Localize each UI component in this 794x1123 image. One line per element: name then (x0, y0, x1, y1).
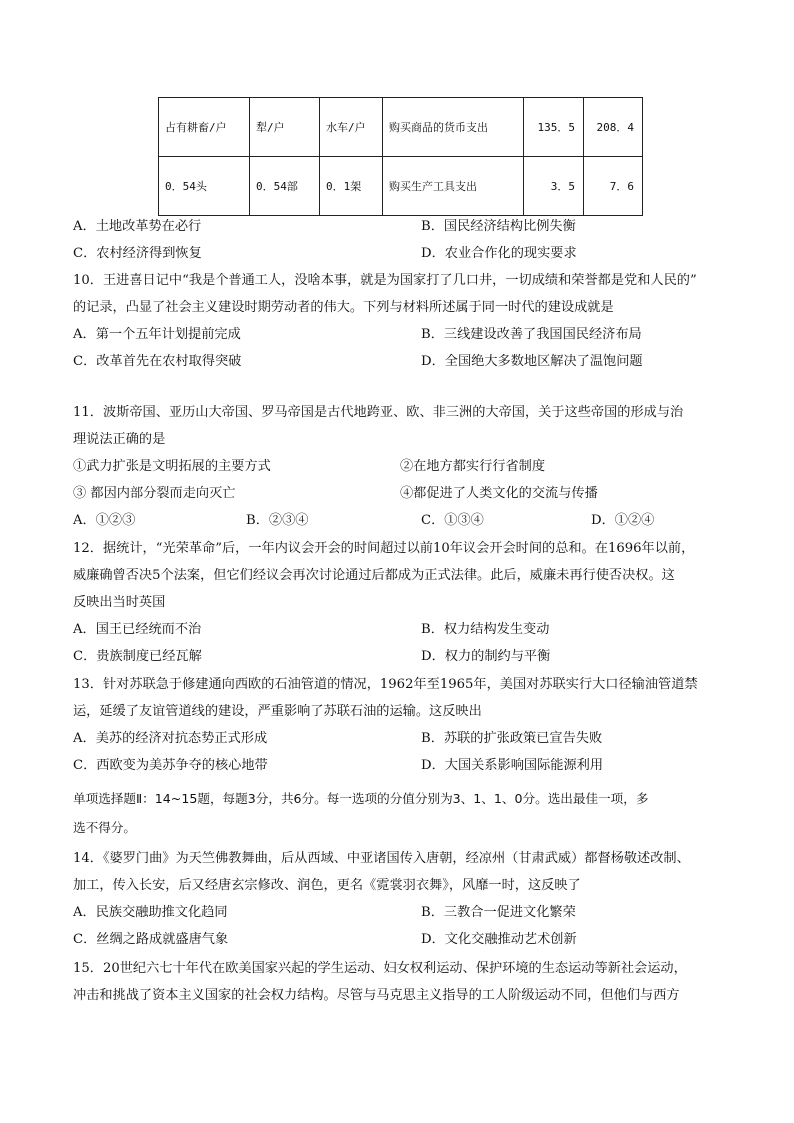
q10-stem-line-2: 的记录，凸显了社会主义建设时期劳动者的伟大。下列与材料所述属于同一时代的建设成就是 (73, 300, 614, 315)
table-cell: 7．6 (584, 157, 643, 216)
q13-stem-line-2: 运，延缓了友谊管道线的建设，严重影响了苏联石油的运输。这反映出 (73, 704, 482, 719)
q11-option-b: B．②③④ (246, 513, 309, 528)
table-cell: 0．54部 (250, 157, 320, 216)
section-heading-line-1: 单项选择题Ⅱ：14~15题，每题3分，共6分。每一选项的分值分别为3、1、1、0分。选出最佳一项，多 (73, 791, 649, 806)
q12-option-d: D．权力的制约与平衡 (421, 649, 551, 664)
q11-option-c: C．①③④ (421, 513, 484, 528)
table-cell: 占有耕畜/户 (159, 98, 250, 157)
q9-option-a: A．土地改革势在必行 (73, 219, 202, 234)
q12-option-c: C．贵族制度已经瓦解 (73, 649, 202, 664)
section-heading-line-2: 选不得分。 (73, 820, 136, 835)
q9-option-c: C．农村经济得到恢复 (73, 246, 202, 261)
q13-stem-line-1: 13．针对苏联急于修建通向西欧的石油管道的情况，1962年至1965年，美国对苏联实行大口径输油管道禁 (73, 677, 698, 692)
q14-stem-line-2: 加工，传入长安，后又经唐玄宗修改、润色，更名《霓裳羽衣舞》，风靡一时，这反映了 (73, 878, 581, 893)
table-row (159, 98, 643, 157)
q11-stem-line-1: 11．波斯帝国、亚历山大帝国、罗马帝国是古代地跨亚、欧、非三洲的大帝国，关于这些帝国的形成与治 (73, 405, 684, 420)
q12-option-b: B．权力结构发生变动 (421, 622, 550, 637)
table-cell: 3．5 (524, 157, 584, 216)
q9-option-d: D．农业合作化的现实要求 (421, 246, 577, 261)
table-cell: 购买商品的货币支出 (383, 98, 524, 157)
table-cell: 犁/户 (250, 98, 320, 157)
q11-statement-3: ③ 都因内部分裂而走向灭亡 (73, 486, 236, 501)
q13-option-b: B．苏联的扩张政策已宣告失败 (421, 731, 603, 746)
q13-option-d: D．大国关系影响国际能源利用 (421, 758, 604, 773)
q11-option-d: D．①②④ (591, 513, 655, 528)
table-cell: 0．1架 (320, 157, 383, 216)
table-cell: 购买生产工具支出 (383, 157, 524, 216)
q11-option-a: A．①②③ (73, 513, 136, 528)
table-cell: 208．4 (584, 98, 643, 157)
q13-option-a: A．美苏的经济对抗态势正式形成 (73, 731, 268, 746)
q11-statement-1: ①武力扩张是文明拓展的主要方式 (73, 459, 271, 474)
q11-statement-2: ②在地方都实行行省制度 (400, 459, 546, 474)
q10-option-b: B．三线建设改善了我国国民经济布局 (421, 327, 642, 342)
q12-stem-line-3: 反映出当时英国 (73, 595, 166, 610)
table-cell: 135．5 (524, 98, 584, 157)
q12-stem-line-1: 12．据统计，“光荣革命”后，一年内议会开会的时间超过以前10年议会开会时间的总和。在1696年以前， (73, 541, 695, 556)
q15-stem-line-1: 15．20世纪六七十年代在欧美国家兴起的学生运动、妇女权利运动、保护环境的生态运动等新社会运动， (73, 961, 687, 976)
q14-option-a: A．民族交融助推文化趋同 (73, 905, 228, 920)
table-cell: 0．54头 (159, 157, 250, 216)
table-row (159, 157, 643, 216)
q15-stem-line-2: 冲击和挑战了资本主义国家的社会权力结构。尽管与马克思主义指导的工人阶级运动不同，但他们与西方 (73, 988, 680, 1003)
q10-option-d: D．全国绝大多数地区解决了温饱问题 (421, 354, 643, 369)
q10-option-c: C．改革首先在农村取得突破 (73, 354, 242, 369)
q14-option-b: B．三教合一促进文化繁荣 (421, 905, 576, 920)
q10-option-a: A．第一个五年计划提前完成 (73, 327, 241, 342)
data-table (158, 97, 643, 216)
q13-option-c: C．西欧变为美苏争夺的核心地带 (73, 758, 268, 773)
q11-stem-line-2: 理说法正确的是 (73, 432, 166, 447)
q11-statement-4: ④都促进了人类文化的交流与传播 (400, 486, 598, 501)
table-cell: 水车/户 (320, 98, 383, 157)
q14-option-d: D．文化交融推动艺术创新 (421, 932, 577, 947)
q12-stem-line-2: 威廉确曾否决5个法案，但它们经议会再次讨论通过后都成为正式法律。此后，威廉未再行使否决权。这 (73, 568, 675, 583)
q10-stem-line-1: 10．王进喜日记中“我是个普通工人，没啥本事，就是为国家打了几口井，一切成绩和荣誉都是党和人民的” (73, 273, 697, 288)
q14-stem-line-1: 14．《婆罗门曲》为天竺佛教舞曲，后从西域、中亚诸国传入唐朝，经凉州（甘肃武威）都督杨敬述改制、 (73, 851, 690, 866)
q14-option-c: C．丝绸之路成就盛唐气象 (73, 932, 229, 947)
q12-option-a: A．国王已经统而不治 (73, 622, 202, 637)
q9-option-b: B．国民经济结构比例失衡 (421, 219, 576, 234)
